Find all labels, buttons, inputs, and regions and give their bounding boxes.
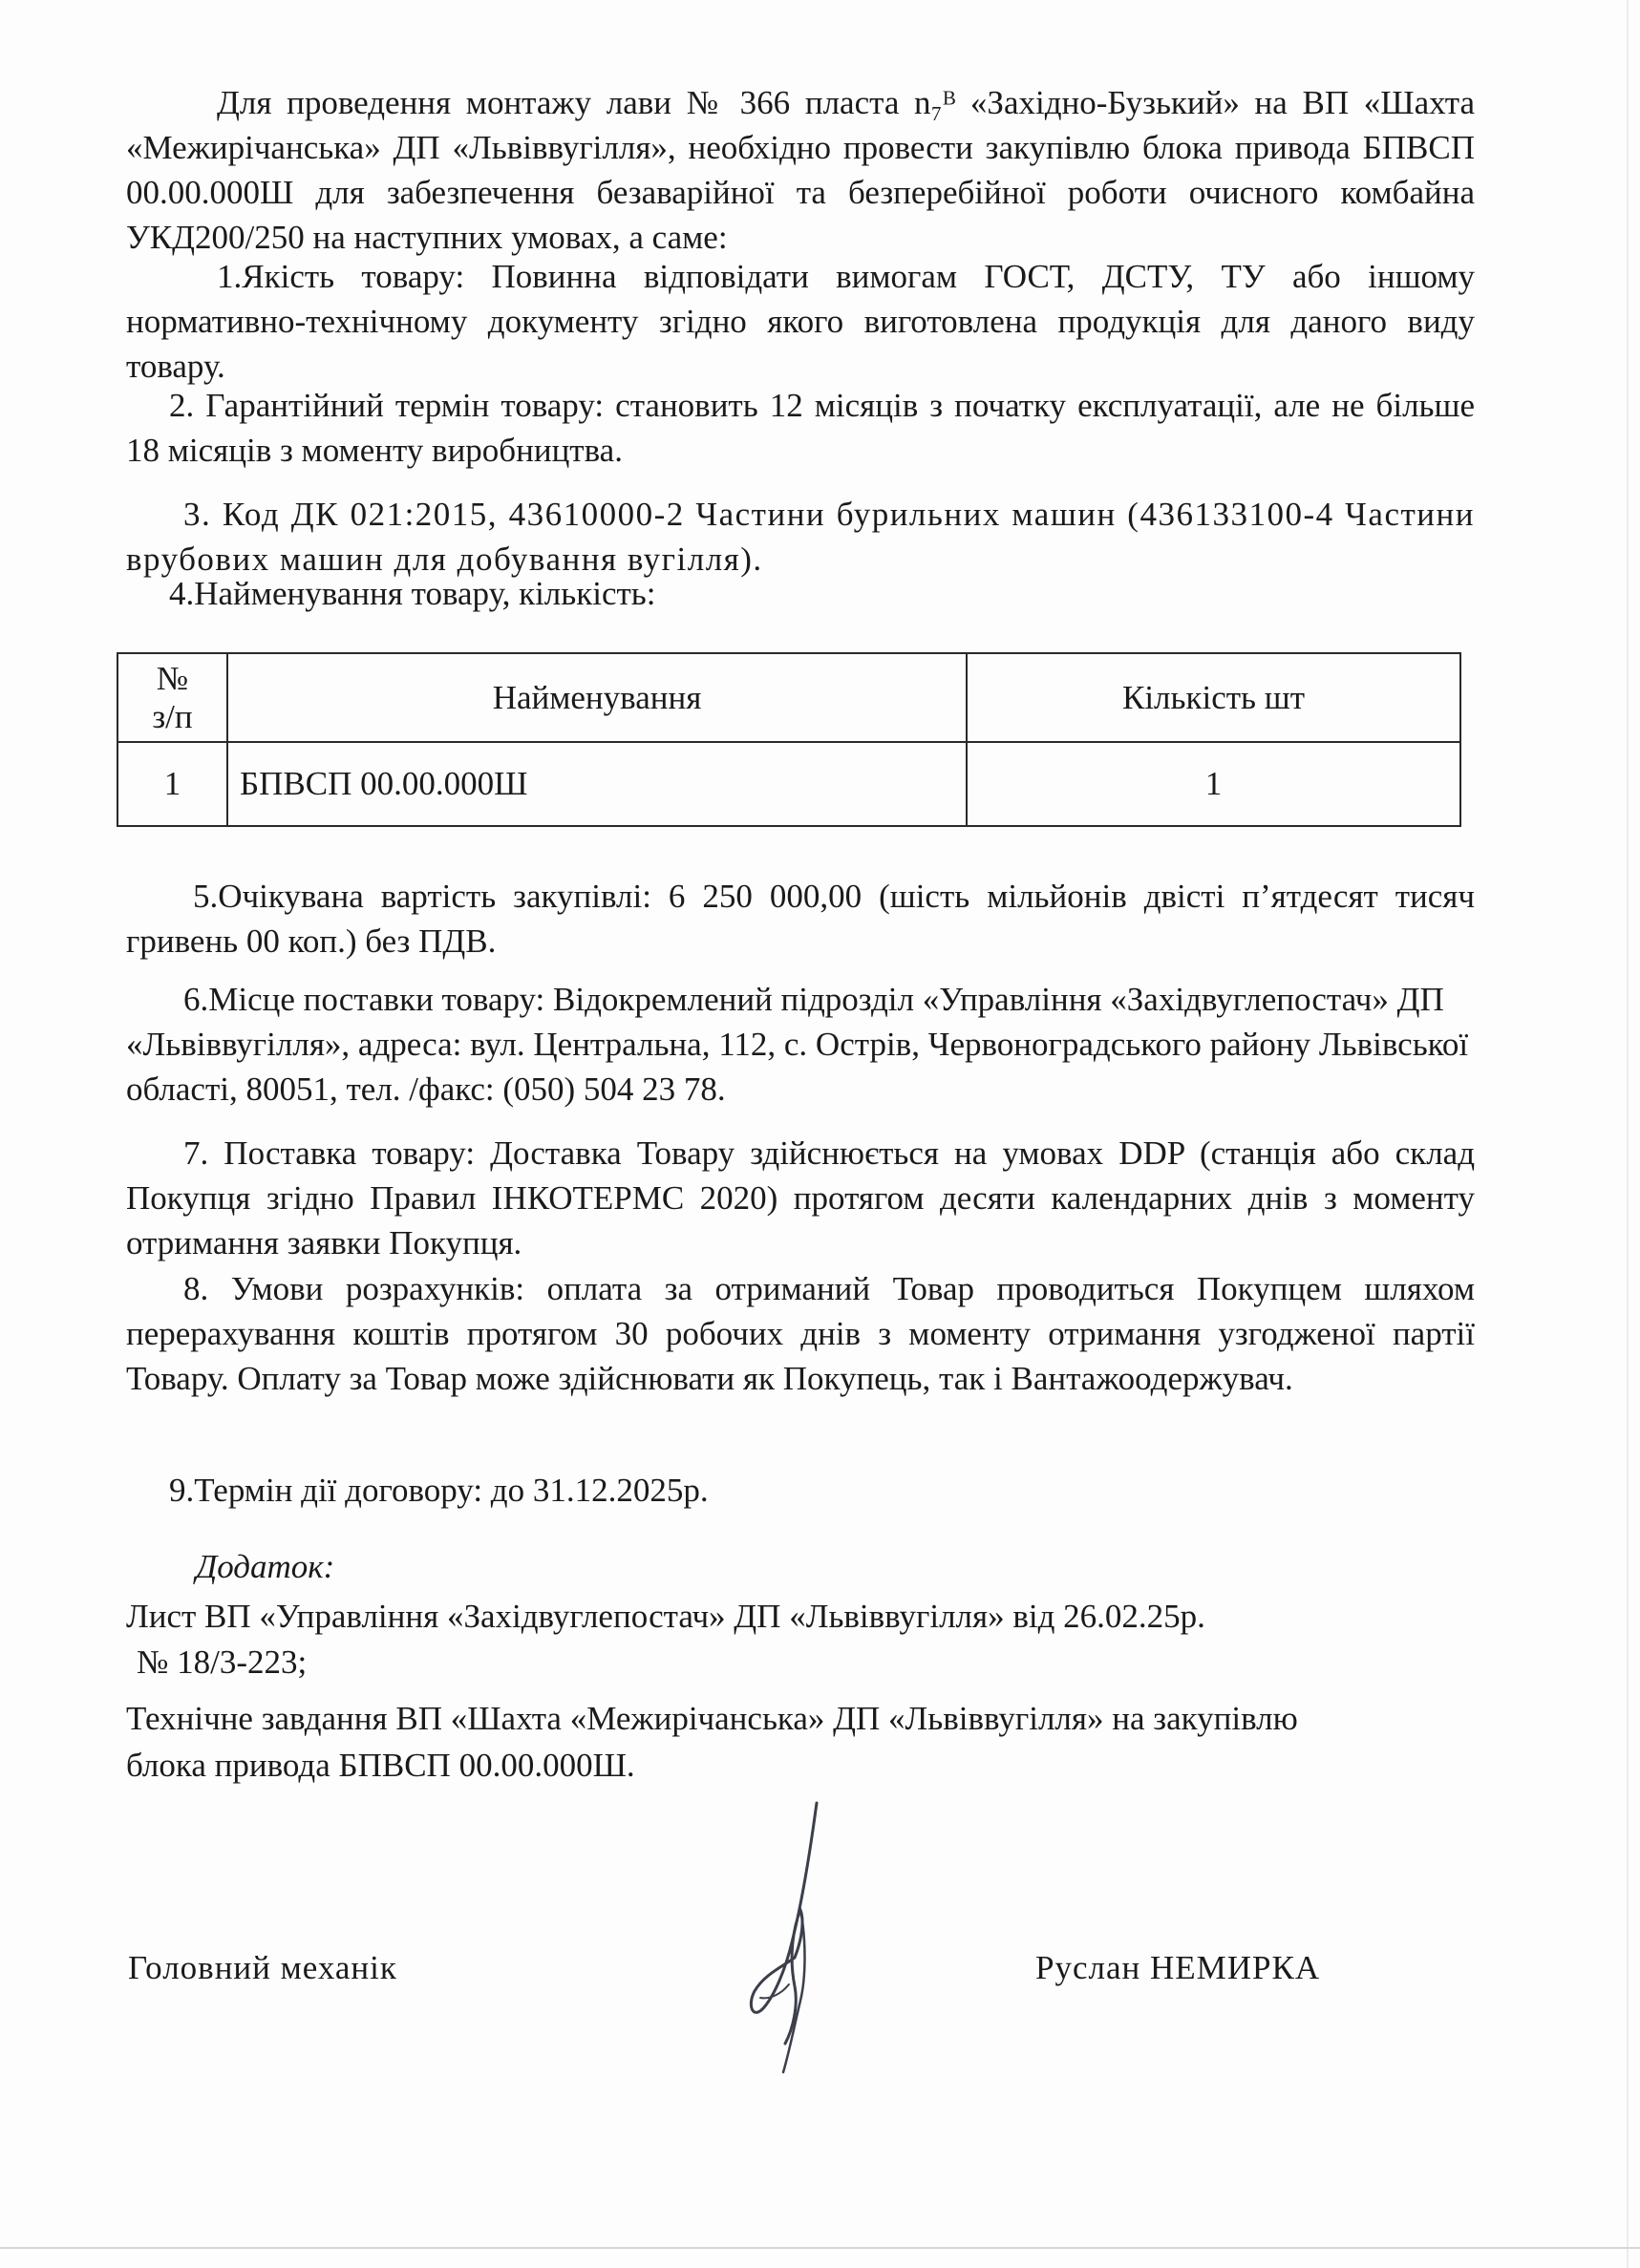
intro-text: Для проведення монтажу лави № 366 пласта n₇ᴮ «Західно-Бузький» на ВП «Шахта «Межирічанська» ДП «Львіввугілля», необхідно провести закупівлю блока привода БПВСП 00.00.000Ш для забезпечення безаварійної та безперебійної роботи очисного комбайна УКД200/250 на наступних умовах, а саме:	[126, 84, 1475, 256]
clause-term	[126, 1468, 1475, 1513]
clause-place	[126, 977, 1475, 1112]
goods-table	[117, 652, 1461, 827]
table-row	[117, 742, 1460, 826]
clause-code	[126, 492, 1475, 582]
clause-cost	[126, 874, 1475, 964]
signer-name: Руслан НЕМИРКА	[1035, 1949, 1321, 1986]
clause-name-qty	[126, 571, 1475, 616]
appendix-line-3: Технічне завдання ВП «Шахта «Межирічанська» ДП «Львіввугілля» на закупівлю	[126, 1700, 1298, 1737]
scan-bottom-edge	[0, 2247, 1640, 2249]
clause-payment-text: 8. Умови розрахунків: оплата за отриманий Товар проводиться Покупцем шляхом перерахування коштів протягом 30 робочих днів з моменту отримання узгодженої партії Товару. Оплату за Товар може здійснювати як Покупець, так і Вантажоодержувач.	[126, 1270, 1475, 1397]
clause-delivery	[126, 1131, 1475, 1265]
header-quantity: Кількість шт	[967, 653, 1460, 742]
goods-table-header-row	[117, 653, 1460, 742]
clause-warranty-text: 2. Гарантійний термін товару: становить 12 місяців з початку експлуатації, але не більше 18 місяців з моменту виробництва.	[126, 387, 1475, 469]
clause-quality	[126, 254, 1475, 389]
clause-code-text: 3. Код ДК 021:2015, 43610000-2 Частини бурильних машин (436133100-4 Частини врубових машин для добування вугілля).	[126, 496, 1475, 578]
appendix-line-4: блока привода БПВСП 00.00.000Ш.	[126, 1747, 635, 1784]
appendix-title: Додаток:	[196, 1548, 335, 1585]
intro-paragraph	[126, 80, 1475, 260]
handwritten-signature	[726, 1795, 869, 2082]
appendix-line-1: Лист ВП «Управління «Західвуглепостач» ДП «Львіввугілля» від 26.02.25р.	[126, 1598, 1205, 1635]
clause-quality-text: 1.Якість товару: Повинна відповідати вимогам ГОСТ, ДСТУ, ТУ або іншому нормативно-технічному документу згідно якого виготовлена продукція для даного виду товару.	[126, 258, 1475, 385]
scan-right-edge	[1627, 0, 1629, 2268]
header-number-text: № з/п	[152, 659, 193, 735]
signer-position: Головний механік	[128, 1949, 397, 1986]
clause-term-text: 9.Термін дії договору: до 31.12.2025р.	[169, 1472, 709, 1509]
appendix-line-2: № 18/3-223;	[137, 1643, 308, 1681]
header-name: Найменування	[227, 653, 967, 742]
clause-name-qty-text: 4.Найменування товару, кількість:	[169, 575, 656, 612]
row-number: 1	[117, 742, 227, 826]
clause-delivery-text: 7. Поставка товару: Доставка Товару здійснюється на умовах DDP (станція або склад Покупця згідно Правил ІНКОТЕРМС 2020) протягом десяти календарних днів з моменту отримання заявки Покупця.	[126, 1134, 1475, 1261]
row-quantity: 1	[967, 742, 1460, 826]
clause-payment	[126, 1266, 1475, 1401]
clause-cost-text: 5.Очікувана вартість закупівлі: 6 250 000,00 (шість мільйонів двісті п’ятдесят тисяч гривень 00 коп.) без ПДВ.	[126, 878, 1475, 960]
header-number	[117, 653, 227, 742]
clause-warranty	[126, 383, 1475, 473]
signature-stroke-main	[751, 1803, 817, 2044]
row-name: БПВСП 00.00.000Ш	[227, 742, 967, 826]
clause-place-text: 6.Місце поставки товару: Відокремлений підрозділ «Управління «Західвуглепостач» ДП «Львіввугілля», адреса: вул. Центральна, 112, с. Острів, Червоноградського району Львівської області, 80051, тел. /факс: (050) 504 23 78.	[126, 981, 1469, 1108]
